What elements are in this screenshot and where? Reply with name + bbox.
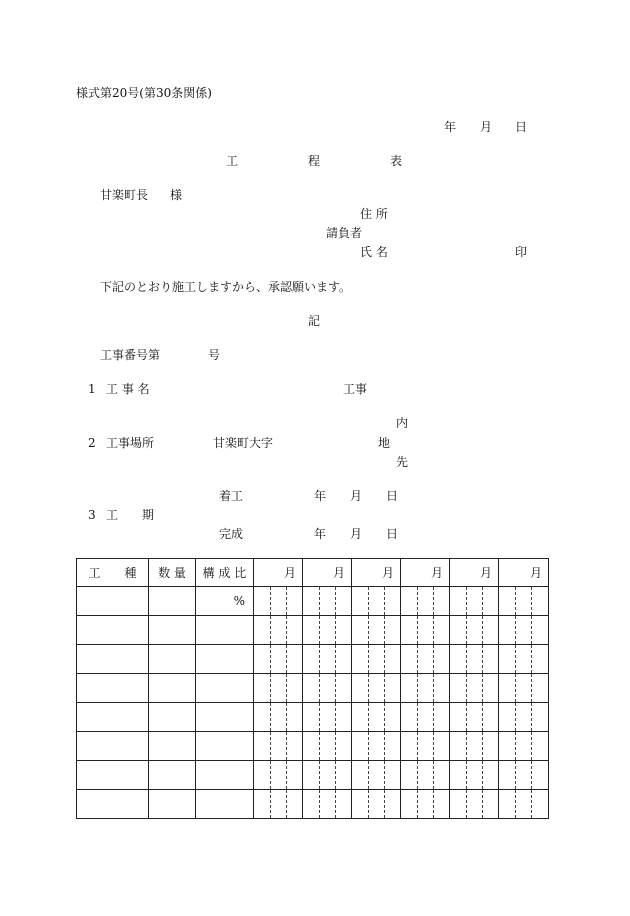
period-divider	[482, 674, 483, 702]
addressee-name: 甘楽町長	[100, 188, 149, 202]
month-cell[interactable]	[254, 645, 303, 674]
period-divider	[286, 616, 287, 644]
schedule-table	[76, 558, 549, 819]
period-divider	[515, 761, 516, 789]
period-divider	[417, 587, 418, 615]
ratio-cell[interactable]	[196, 703, 254, 732]
period-divider	[384, 587, 385, 615]
period-divider	[531, 732, 532, 760]
month-cell[interactable]	[401, 732, 450, 761]
period-divider	[270, 587, 271, 615]
period-divider	[515, 790, 516, 818]
end-year: 年	[314, 527, 327, 541]
month-cell[interactable]	[499, 790, 549, 819]
period-divider	[482, 732, 483, 760]
header-month: 月	[303, 559, 352, 587]
month-cell[interactable]	[254, 790, 303, 819]
period-divider	[515, 587, 516, 615]
work-type-cell[interactable]	[77, 732, 149, 761]
seal-mark: 印	[515, 245, 528, 259]
period-divider	[466, 703, 467, 731]
quantity-cell[interactable]	[149, 732, 196, 761]
date-day: 日	[515, 120, 528, 134]
month-cell[interactable]	[352, 616, 401, 645]
month-cell[interactable]	[254, 761, 303, 790]
period-divider	[417, 703, 418, 731]
ratio-cell[interactable]	[196, 645, 254, 674]
item2-label: 工事場所	[106, 436, 155, 450]
header-month: 月	[352, 559, 401, 587]
period-divider	[368, 616, 369, 644]
month-cell[interactable]	[499, 703, 549, 732]
period-divider	[270, 732, 271, 760]
period-divider	[433, 732, 434, 760]
period-divider	[515, 674, 516, 702]
period-divider	[466, 674, 467, 702]
ratio-cell[interactable]	[196, 761, 254, 790]
month-cell[interactable]	[401, 761, 450, 790]
period-divider	[384, 790, 385, 818]
period-divider	[368, 790, 369, 818]
ratio-cell[interactable]: %	[196, 587, 254, 616]
period-divider	[319, 703, 320, 731]
month-cell[interactable]	[499, 761, 549, 790]
month-cell[interactable]	[401, 790, 450, 819]
period-divider	[319, 587, 320, 615]
month-cell[interactable]	[303, 674, 352, 703]
table-row	[77, 645, 549, 674]
period-divider	[531, 587, 532, 615]
period-divider	[433, 761, 434, 789]
month-cell[interactable]	[401, 616, 450, 645]
month-cell[interactable]	[499, 645, 549, 674]
period-divider	[466, 587, 467, 615]
month-cell[interactable]	[499, 674, 549, 703]
quantity-cell[interactable]	[149, 790, 196, 819]
period-divider	[482, 761, 483, 789]
month-cell[interactable]	[499, 587, 549, 616]
month-cell[interactable]	[303, 732, 352, 761]
month-cell[interactable]	[450, 616, 499, 645]
period-divider	[335, 703, 336, 731]
period-divider	[433, 703, 434, 731]
addressee-honorific: 様	[170, 188, 183, 202]
start-label: 着工	[219, 489, 244, 503]
month-cell[interactable]	[303, 790, 352, 819]
month-cell[interactable]	[450, 703, 499, 732]
period-divider	[433, 790, 434, 818]
header-month: 月	[401, 559, 450, 587]
period-divider	[286, 674, 287, 702]
month-cell[interactable]	[450, 674, 499, 703]
period-divider	[368, 645, 369, 673]
header-month: 月	[499, 559, 549, 587]
item2-chi: 地	[378, 436, 391, 450]
month-cell[interactable]	[450, 645, 499, 674]
month-cell[interactable]	[352, 790, 401, 819]
request-text: 下記のとおり施工しますから、承認願います。	[100, 280, 352, 294]
title-char-2: 程	[308, 154, 321, 168]
period-divider	[466, 732, 467, 760]
period-divider	[319, 674, 320, 702]
period-divider	[368, 587, 369, 615]
period-divider	[270, 616, 271, 644]
period-divider	[286, 761, 287, 789]
period-divider	[270, 703, 271, 731]
period-divider	[466, 790, 467, 818]
period-divider	[433, 674, 434, 702]
period-divider	[531, 674, 532, 702]
month-cell[interactable]	[450, 790, 499, 819]
month-cell[interactable]	[303, 645, 352, 674]
period-divider	[531, 761, 532, 789]
period-divider	[384, 761, 385, 789]
period-divider	[335, 645, 336, 673]
period-divider	[433, 645, 434, 673]
period-divider	[335, 674, 336, 702]
work-type-cell[interactable]	[77, 587, 149, 616]
item1-suffix: 工事	[343, 382, 368, 396]
period-divider	[335, 587, 336, 615]
month-cell[interactable]	[352, 645, 401, 674]
period-divider	[417, 790, 418, 818]
month-cell[interactable]	[303, 703, 352, 732]
period-divider	[482, 790, 483, 818]
table-row	[77, 616, 549, 645]
work-type-cell[interactable]	[77, 790, 149, 819]
table-row	[77, 732, 549, 761]
item1-label: 工 事 名	[106, 382, 150, 396]
table-row	[77, 761, 549, 790]
month-cell[interactable]	[254, 674, 303, 703]
period-divider	[384, 703, 385, 731]
period-divider	[515, 645, 516, 673]
period-divider	[531, 790, 532, 818]
ratio-cell[interactable]	[196, 732, 254, 761]
period-divider	[482, 703, 483, 731]
date-month: 月	[480, 120, 493, 134]
month-cell[interactable]	[499, 616, 549, 645]
period-divider	[335, 732, 336, 760]
item2-place: 甘楽町大字	[213, 436, 274, 450]
month-cell[interactable]	[401, 703, 450, 732]
period-divider	[433, 587, 434, 615]
work-type-cell[interactable]	[77, 645, 149, 674]
period-divider	[319, 761, 320, 789]
end-label: 完成	[219, 527, 244, 541]
work-type-cell[interactable]	[77, 616, 149, 645]
table-header-row	[77, 559, 549, 587]
item2-number: 2	[88, 436, 96, 450]
period-divider	[286, 645, 287, 673]
header-work-type: 工 種	[77, 559, 149, 587]
period-divider	[335, 761, 336, 789]
quantity-cell[interactable]	[149, 645, 196, 674]
period-divider	[384, 616, 385, 644]
period-divider	[335, 790, 336, 818]
name-label: 氏 名	[360, 245, 388, 259]
start-year: 年	[314, 489, 327, 503]
month-cell[interactable]	[352, 587, 401, 616]
start-day: 日	[386, 489, 399, 503]
month-cell[interactable]	[352, 703, 401, 732]
ratio-cell[interactable]	[196, 790, 254, 819]
month-cell[interactable]	[352, 674, 401, 703]
period-divider	[466, 645, 467, 673]
quantity-cell[interactable]	[149, 616, 196, 645]
period-divider	[368, 732, 369, 760]
period-divider	[368, 761, 369, 789]
period-divider	[433, 616, 434, 644]
address-label: 住 所	[360, 207, 388, 221]
month-cell[interactable]	[450, 761, 499, 790]
period-divider	[270, 674, 271, 702]
month-cell[interactable]	[450, 732, 499, 761]
date-year: 年	[444, 120, 457, 134]
period-divider	[515, 732, 516, 760]
table-row	[77, 587, 549, 616]
period-divider	[319, 645, 320, 673]
header-quantity: 数 量	[149, 559, 196, 587]
month-cell[interactable]	[303, 761, 352, 790]
month-cell[interactable]	[254, 703, 303, 732]
period-divider	[384, 732, 385, 760]
month-cell[interactable]	[254, 616, 303, 645]
period-divider	[482, 587, 483, 615]
period-divider	[335, 616, 336, 644]
month-cell[interactable]	[254, 587, 303, 616]
title-char-1: 工	[226, 154, 239, 168]
item2-uchi: 内	[396, 416, 409, 430]
month-cell[interactable]	[450, 587, 499, 616]
period-divider	[270, 761, 271, 789]
period-divider	[515, 703, 516, 731]
period-divider	[368, 703, 369, 731]
period-divider	[482, 645, 483, 673]
period-divider	[531, 703, 532, 731]
period-divider	[417, 732, 418, 760]
period-divider	[286, 790, 287, 818]
start-month: 月	[350, 489, 363, 503]
period-divider	[482, 616, 483, 644]
month-cell[interactable]	[352, 761, 401, 790]
quantity-cell[interactable]	[149, 587, 196, 616]
title-char-3: 表	[390, 154, 403, 168]
month-cell[interactable]	[499, 732, 549, 761]
form-number: 様式第20号(第30条関係)	[76, 86, 212, 100]
work-number-label: 工事番号第	[100, 348, 161, 362]
header-month: 月	[254, 559, 303, 587]
period-divider	[417, 674, 418, 702]
period-divider	[368, 674, 369, 702]
item2-saki: 先	[396, 455, 409, 469]
quantity-cell[interactable]	[149, 674, 196, 703]
work-type-cell[interactable]	[77, 761, 149, 790]
period-divider	[270, 790, 271, 818]
period-divider	[286, 703, 287, 731]
period-divider	[319, 732, 320, 760]
period-divider	[319, 790, 320, 818]
end-day: 日	[386, 527, 399, 541]
work-number-suffix: 号	[208, 348, 221, 362]
period-divider	[286, 587, 287, 615]
period-divider	[466, 616, 467, 644]
ratio-cell[interactable]	[196, 616, 254, 645]
quantity-cell[interactable]	[149, 761, 196, 790]
ratio-cell[interactable]	[196, 674, 254, 703]
header-month: 月	[450, 559, 499, 587]
period-divider	[319, 616, 320, 644]
contractor-role: 請負者	[326, 226, 363, 240]
period-divider	[515, 616, 516, 644]
period-divider	[270, 645, 271, 673]
period-divider	[417, 616, 418, 644]
table-row	[77, 674, 549, 703]
month-cell[interactable]	[303, 616, 352, 645]
month-cell[interactable]	[352, 732, 401, 761]
month-cell[interactable]	[254, 732, 303, 761]
month-cell[interactable]	[401, 645, 450, 674]
period-divider	[417, 645, 418, 673]
period-divider	[417, 761, 418, 789]
item3-label: 工 期	[106, 508, 155, 522]
table-row	[77, 790, 549, 819]
work-type-cell[interactable]	[77, 703, 149, 732]
quantity-cell[interactable]	[149, 703, 196, 732]
period-divider	[531, 645, 532, 673]
work-type-cell[interactable]	[77, 674, 149, 703]
month-cell[interactable]	[401, 674, 450, 703]
month-cell[interactable]	[401, 587, 450, 616]
period-divider	[384, 674, 385, 702]
period-divider	[466, 761, 467, 789]
month-cell[interactable]	[303, 587, 352, 616]
item1-number: 1	[88, 382, 96, 396]
period-divider	[286, 732, 287, 760]
header-ratio: 構 成 比	[196, 559, 254, 587]
item3-number: 3	[88, 508, 96, 522]
end-month: 月	[350, 527, 363, 541]
period-divider	[531, 616, 532, 644]
ki-mark: 記	[308, 314, 321, 328]
table-row	[77, 703, 549, 732]
period-divider	[384, 645, 385, 673]
